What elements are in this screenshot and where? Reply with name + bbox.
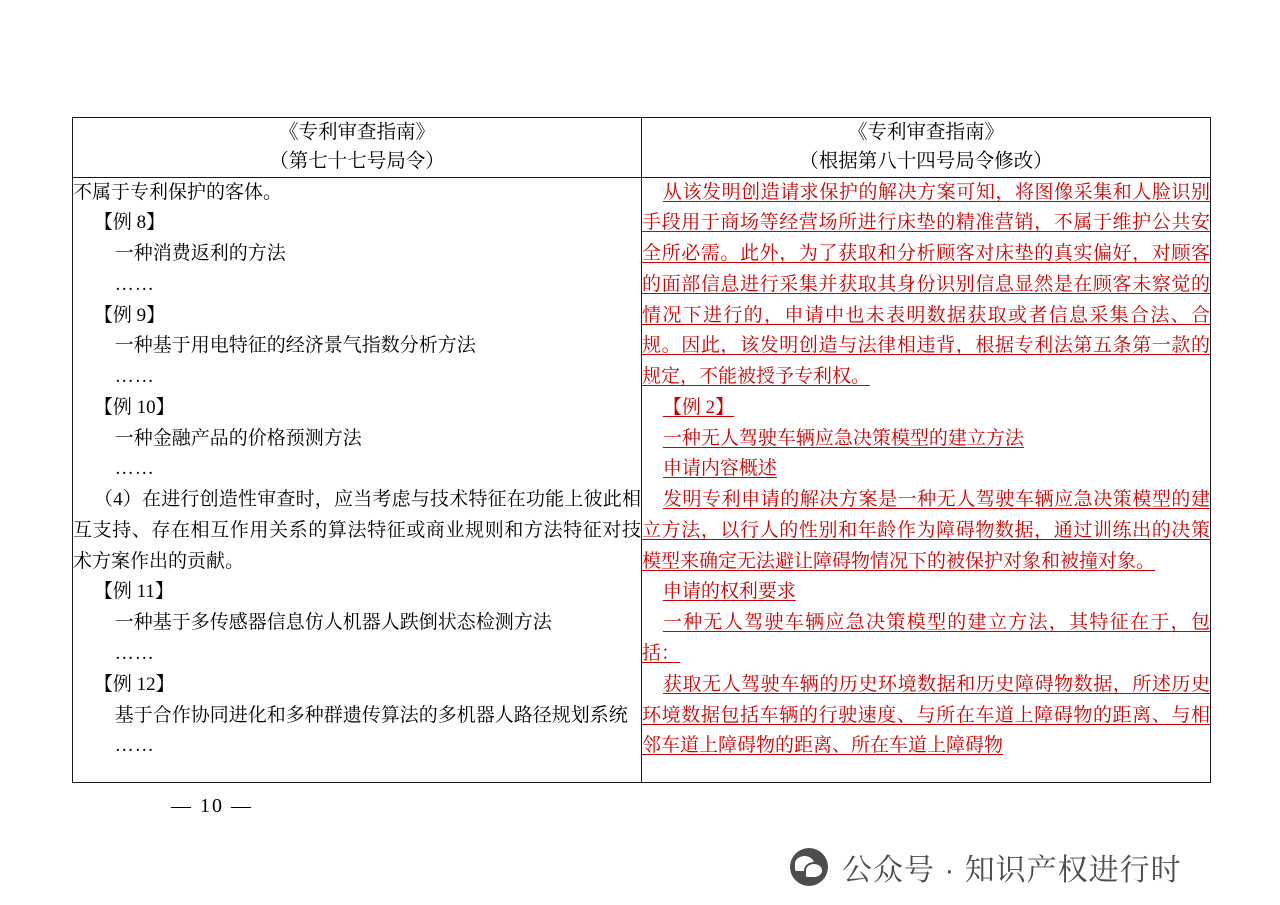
paragraph: 不属于专利保护的客体。 xyxy=(73,181,283,203)
paragraph: 【例 12】 xyxy=(93,673,175,695)
header-original-line2: （第七十七号局令） xyxy=(269,151,445,173)
paragraph: 【例 2】 xyxy=(662,396,735,418)
paragraph: 一种金融产品的价格预测方法 xyxy=(114,427,362,449)
comparison-table xyxy=(72,117,1211,783)
header-cell-original xyxy=(73,118,642,178)
paragraph: 【例 10】 xyxy=(93,396,175,418)
paragraph: 一种基于用电特征的经济景气指数分析方法 xyxy=(114,335,476,357)
paragraph: 一种基于多传感器信息仿人机器人跌倒状态检测方法 xyxy=(114,612,552,634)
watermark xyxy=(790,845,1182,889)
paragraph: 获取无人驾驶车辆的历史环境数据和历史障碍物数据，所述历史环境数据包括车辆的行驶速度、与所在车道上障碍物的距离、与相邻车道上障碍物的距离、所在车道上障碍物 xyxy=(642,673,1210,757)
paragraph: …… xyxy=(114,366,155,388)
paragraph: 【例 9】 xyxy=(93,304,166,326)
paragraph: 基于合作协同进化和多种群遗传算法的多机器人路径规划系统 xyxy=(114,704,628,726)
paragraph: （4）在进行创造性审查时，应当考虑与技术特征在功能上彼此相互支持、存在相互作用关系的算法特征或商业规则和方法特征对技术方案作出的贡献。 xyxy=(73,489,641,572)
paragraph: 一种消费返利的方法 xyxy=(114,243,286,265)
table-header-row xyxy=(73,118,1211,178)
watermark-text: 公众号 · 知识产权进行时 xyxy=(842,854,1182,887)
paragraph: 从该发明创造请求保护的解决方案可知，将图像采集和人脸识别手段用于商场等经营场所进行床垫的精准营销，不属于维护公共安全所必需。此外，为了获取和分析顾客对床垫的真实偏好，对顾客的面部信息进行采集并获取其身份识别信息显然是在顾客未察觉的情况下进行的，申请中也未表明数据获取或者信息采集合法、合规。因此，该发明创造与法律相违背，根据专利法第五条第一款的规定，不能被授予专利权。 xyxy=(642,181,1210,388)
body-cell-original xyxy=(73,177,642,782)
body-cell-revised xyxy=(642,177,1211,782)
table-body-row xyxy=(73,177,1211,782)
paragraph: 一种无人驾驶车辆应急决策模型的建立方法，其特征在于，包括： xyxy=(642,612,1210,664)
paragraph: …… xyxy=(114,273,155,295)
page-number: — 10 — xyxy=(171,795,253,817)
paragraph: 【例 8】 xyxy=(93,212,166,234)
header-revised-line2: （根据第八十四号局令修改） xyxy=(799,151,1053,173)
header-cell-revised xyxy=(642,118,1211,178)
paragraph: …… xyxy=(114,735,155,757)
header-original-line1: 《专利审查指南》 xyxy=(278,122,435,143)
paragraph: 申请的权利要求 xyxy=(662,581,796,603)
paragraph: 【例 11】 xyxy=(93,581,174,603)
paragraph: 申请内容概述 xyxy=(662,458,777,480)
header-revised-line1: 《专利审查指南》 xyxy=(847,122,1004,143)
wechat-icon xyxy=(790,848,828,886)
paragraph: 一种无人驾驶车辆应急决策模型的建立方法 xyxy=(662,427,1024,449)
paragraph: …… xyxy=(114,642,155,664)
paragraph: …… xyxy=(114,458,155,480)
paragraph: 发明专利申请的解决方案是一种无人驾驶车辆应急决策模型的建立方法，以行人的性别和年龄作为障碍物数据，通过训练出的决策模型来确定无法避让障碍物情况下的被保护对象和被撞对象。 xyxy=(642,489,1210,572)
